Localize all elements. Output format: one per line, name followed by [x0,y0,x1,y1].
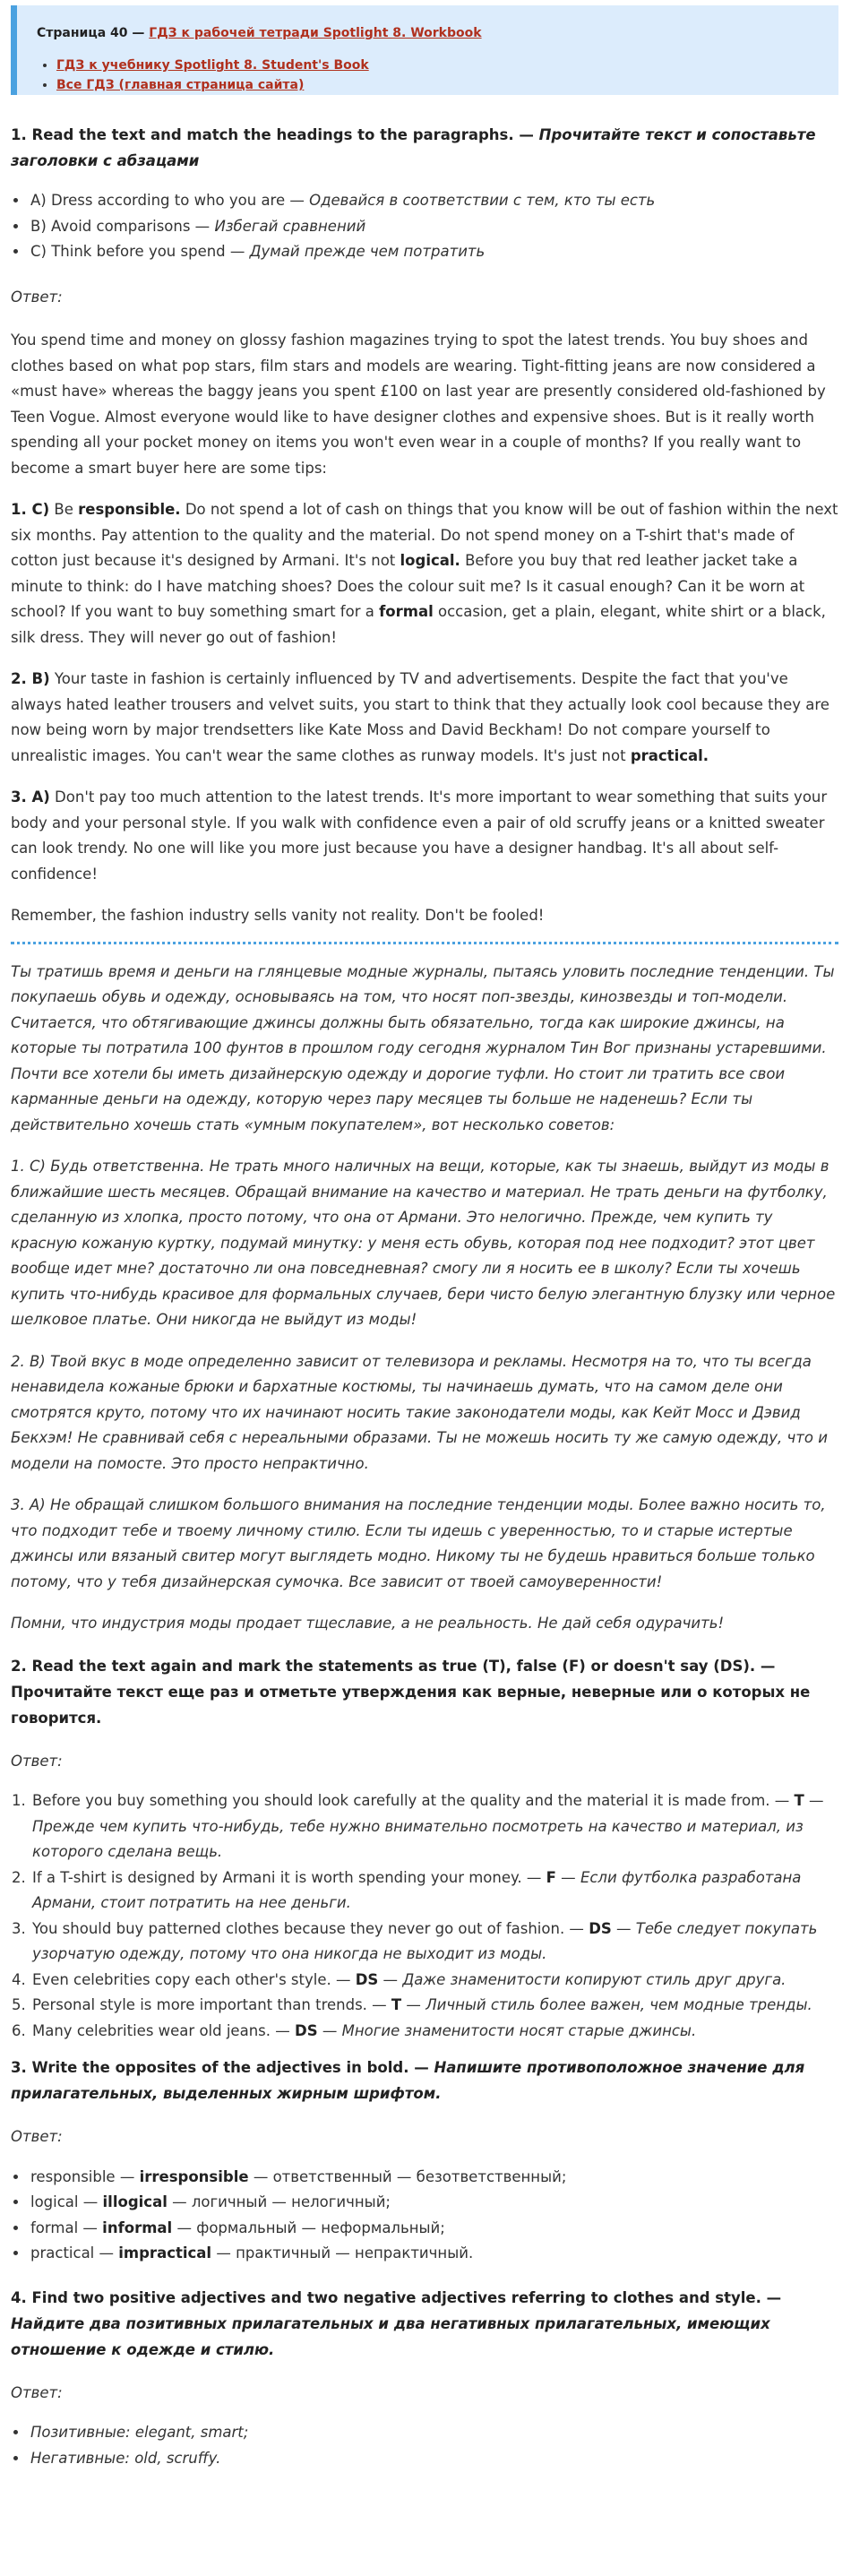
heading-ru: Избегай сравнений [214,217,366,235]
list-item [29,2420,838,2446]
heading-letter: C) [30,243,47,260]
adjective-ru: ответственный — безответственный; [272,2167,567,2185]
answer-label: Ответ: [11,288,63,306]
exercise-2-title: 2. Read the text again and mark the statements as true (T), false (F) or doesn't say (DS). — Прочитайте текст еще раз и отметьте утверждения как верные, неверные или о которых не говорится. [11,1657,811,1727]
nav-links [37,56,822,95]
list-item: 2. If a T-shirt is designed by Armani it is worth spending your money. — F — Если футболка разработана Армани, стоит потратить на нее деньги. [30,1865,838,1917]
translation-paragraph-2: 2. B) Твой вкус в моде определенно зависит от телевизора и рекламы. Несмотря на то, что ты всегда ненавидела кожаные брюки и бархатные костюмы, ты начинаешь думать, что на самом деле они смотрятся круто, потому что их начинают носить такие законодатели моды, как Кейт Мосс и Дэвид Бекхэм! Не сравнивай себя с нереальными образами. Ты не можешь носить ту же самую одежду, что и модели на помосте. Это просто непрактично. [11,1352,828,1472]
adjective: responsible [30,2167,116,2185]
heading-en: Avoid comparisons — [51,217,211,235]
list-item: • formal — informal — формальный — неформальный; [29,2216,838,2242]
opposites-list [11,2165,838,2267]
answer-label: Ответ: [11,1752,63,1770]
list-item: 4. Even celebrities copy each other's style. — DS — Даже знаменитости копируют стиль друг друга. [30,1968,838,1994]
adjective: formal [30,2218,79,2236]
heading-en: Dress according to who you are — [50,192,305,209]
opposite: illogical [102,2193,168,2210]
list-item: • logical — illogical — логичный — нелогичный; [29,2190,838,2216]
exercise-1-title [11,122,838,174]
adjective-group-label: Негативные: [30,2449,130,2467]
paragraph-number: 2. B) [11,670,50,687]
text-outro: Remember, the fashion industry sells vanity not reality. Don't be fooled! [11,907,545,924]
exercise-3-title [11,2055,838,2106]
statement-mark: T [391,1996,402,2013]
statement-ru: Прежде чем купить что-нибудь, тебе нужно внимательно посмотреть на качество и материал, из которого сделана вещь. [32,1817,804,1860]
heading-ru: Думай прежде чем потратить [249,243,486,260]
text-run: Your taste in fashion is certainly influenced by TV and advertisements. Despite the fact that you've always hated leather trousers and velvet suits, you start to think that they actually look cool because they are now being worn by major trendsetters like Kate Moss and David Beckham! Do not compare yourself to unrealistic images. You can't wear the same clothes as runway models. It's just not [11,670,830,764]
list-item [29,214,838,240]
bold-word: formal [379,603,434,620]
text-run: Be [49,501,79,518]
heading-letter: B) [30,217,47,235]
statement-ru: Если футболка разработана Армани, стоит потратить на нее деньги. [32,1868,802,1911]
adjective-group-value: elegant, smart; [134,2424,249,2441]
statements-list [11,1788,838,2044]
nav-link-home[interactable]: Все ГДЗ (главная страница сайта) [56,78,305,92]
nav-box [11,5,838,95]
exercise-3-title-en: 3. Write the opposites of the adjectives in bold. — [11,2059,429,2076]
translation-paragraph-1: 1. C) Будь ответственна. Не трать много наличных на вещи, которые, как ты знаешь, выйдут из моды в ближайшие шесть месяцев. Обращай внимание на качество и материал. Не трать деньги на футболку, сделанную из хлопка, просто потому, что она от Армани. Это нелогично. Прежде, чем купить ту красную кожаную куртку, подумай минутку: у меня есть обувь, которая под нее подходит? этот цвет вообще идет мне? достаточно ли она повседневная? смогу ли я носить ее в школу? Если ты хочешь купить что-нибудь красивое для формальных случаев, бери чисто белую элегантную блузку или черное шелковое платье. Они никогда не выйдут из моды! [11,1158,836,1328]
divider [11,942,838,944]
exercise-4-title-ru: Найдите два позитивных прилагательных и два негативных прилагательных, имеющих отношение к одежде и стилю. [11,2314,770,2358]
translation-outro: Помни, что индустрия моды продает тщеславие, а не реальность. Не дай себя одурачить! [11,1615,725,1632]
nav-link-item [56,56,822,75]
answer-label: Ответ: [11,2383,63,2401]
list-item [29,2446,838,2472]
heading-en: Think before you spend — [51,243,245,260]
statement-en: If a T-shirt is designed by Armani it is worth spending your money. — [32,1868,542,1886]
text-run: occasion, get a plain, elegant, white shirt or a black, silk dress. They will never go out of fashion! [11,603,826,646]
paragraph-number: 1. C) [11,501,50,518]
list-item: • responsible — irresponsible — ответственный — безответственный; [29,2165,838,2191]
statement-en: You should buy patterned clothes because they never go out of fashion. — [32,1919,584,1937]
adjectives-list [11,2420,838,2471]
headings-list [11,188,838,265]
list-item: • practical — impractical — практичный — непрактичный. [29,2241,838,2267]
adjective-ru: логичный — нелогичный; [191,2193,391,2210]
opposite: irresponsible [139,2167,249,2185]
statement-en: Before you buy something you should look carefully at the quality and the material it is made from. — [32,1792,790,1809]
adjective-group-value: old, scruffy. [134,2449,221,2467]
statement-mark: DS [355,1970,379,1988]
heading-letter: A) [30,192,47,209]
list-item: 5. Personal style is more important than trends. — T — Личный стиль более важен, чем модные тренды. [30,1993,838,2019]
text-run: Before you buy that red leather jacket take a minute to think: do I have matching shoes? Does the colour suit me? Is it casual enough? Can it be worn at school? If you want to buy something smart for a [11,552,805,620]
page [0,5,849,2471]
nav-current [37,23,822,43]
statement-mark: T [794,1792,804,1809]
bold-word: logical. [400,552,460,569]
list-item: 3. You should buy patterned clothes because they never go out of fashion. — DS — Тебе следует покупать узорчатую одежду, потому что она никогда не выходит из моды. [30,1917,838,1968]
text-paragraph-1 [11,497,838,650]
nav-current-link[interactable]: ГДЗ к рабочей тетради Spotlight 8. Workbook [149,26,482,40]
statement-en: Personal style is more important than trends. — [32,1996,387,2013]
statement-en: Many celebrities wear old jeans. — [32,2021,290,2039]
statement-ru: Личный стиль более важен, чем модные тренды. [426,1996,812,2013]
translation-intro: Ты тратишь время и деньги на глянцевые модные журналы, пытаясь уловить последние тенденции. Ты покупаешь обувь и одежду, основываясь на том, что носят поп-звезды, кинозвезды и топ-модели. Считается, что обтягивающие джинсы должны быть обязательно, тогда как широкие джинсы, на которые ты потратила 100 фунтов в прошлом году сегодня журналом Тин Вог признаны устаревшими. Почти все хотели бы иметь дизайнерскую одежду и дорогие туфли. Но стоит ли тратить все свои карманные деньги на одежду, которую через пару месяцев ты больше не наденешь? Если ты действительно хочешь стать «умным покупателем», вот несколько советов: [11,962,835,1133]
statement-mark: DS [295,2021,318,2039]
statement-ru: Даже знаменитости копируют стиль друг друга. [402,1970,787,1988]
statement-en: Even celebrities copy each other's style. — [32,1970,351,1988]
list-item: 6. Many celebrities wear old jeans. — DS — Многие знаменитости носят старые джинсы. [30,2019,838,2045]
heading-ru: Одевайся в соответствии с тем, кто ты есть [309,192,656,209]
adjective-group-label: Позитивные: [30,2424,131,2441]
exercise-3-title-ru: Напишите противоположное значение для прилагательных, выделенных жирным шрифтом. [11,2059,805,2102]
bold-word: practical. [630,746,709,764]
bold-word: responsible. [78,501,181,518]
adjective-ru: практичный — непрактичный. [236,2244,474,2262]
list-item: 1. Before you buy something you should look carefully at the quality and the material it is made from. — T — Прежде чем купить что-нибудь, тебе нужно внимательно посмотреть на качество и материал, из которого сделана вещь. [30,1788,838,1865]
exercise-1-title-ru: Прочитайте текст и сопоставьте заголовки с абзацами [11,126,816,169]
statement-ru: Тебе следует покупать узорчатую одежду, потому что она никогда не выходит из моды. [32,1919,818,1962]
adjective-ru: формальный — неформальный; [196,2218,445,2236]
nav-link-item [56,75,822,95]
nav-link-students-book[interactable]: ГДЗ к учебнику Spotlight 8. Student's Book [56,58,369,73]
translation-paragraph-3: 3. A) Не обращай слишком большого внимания на последние тенденции моды. Более важно носить то, что подходит тебе и твоему личному стилю. Если ты идешь с уверенностью, то и старые истертые джинсы или вязаный свитер могут выглядеть модно. Никому ты не будешь нравиться больше только потому, что у тебя дизайнерская сумочка. Все зависит от твоей самоуверенности! [11,1496,826,1590]
nav-prefix: Страница 40 — [37,26,145,40]
list-item [29,188,838,214]
text-intro: You spend time and money on glossy fashion magazines trying to spot the latest trends. You buy shoes and clothes based on what pop stars, film stars and models are wearing. Tight-fitting jeans are now considered a «must have» whereas the baggy jeans you spent £100 on last year are presently considered old-fashioned by Teen Vogue. Almost everyone would like to have designer clothes and expensive shoes. But is it really worth spending all your pocket money on items you won't even wear in a couple of months? If you really want to become a smart buyer here are some tips: [11,332,826,477]
adjective: logical [30,2193,79,2210]
text-paragraph-2 [11,667,838,769]
text-paragraph-3 [11,785,838,887]
exercise-4-title-en: 4. Find two positive adjectives and two negative adjectives referring to clothes and style. — [11,2288,782,2306]
opposite: impractical [118,2244,212,2262]
paragraph-number: 3. A) [11,788,50,806]
statement-mark: DS [589,1919,612,1937]
text-run: Do not spend a lot of cash on things that you know will be out of fashion within the next six months. Pay attention to the quality and the material. Do not spend money on a T-shirt that's made of cotton just because it's designed by Armani. It's not [11,501,838,569]
statement-mark: F [546,1868,556,1886]
statement-ru: Многие знаменитости носят старые джинсы. [341,2021,697,2039]
answer-label: Ответ: [11,2128,63,2145]
list-item [29,239,838,265]
exercise-4-title [11,2285,838,2363]
exercise-1-title-en: 1. Read the text and match the headings to the paragraphs. — [11,126,534,143]
opposite: informal [102,2218,173,2236]
adjective: practical [30,2244,95,2262]
text-run: Don't pay too much attention to the latest trends. It's more important to wear something that suits your body and your personal style. If you walk with confidence even a pair of old scruffy jeans or a knitted sweater can look trendy. No one will like you more just because you have a designer handbag. It's all about self-confidence! [11,788,828,883]
